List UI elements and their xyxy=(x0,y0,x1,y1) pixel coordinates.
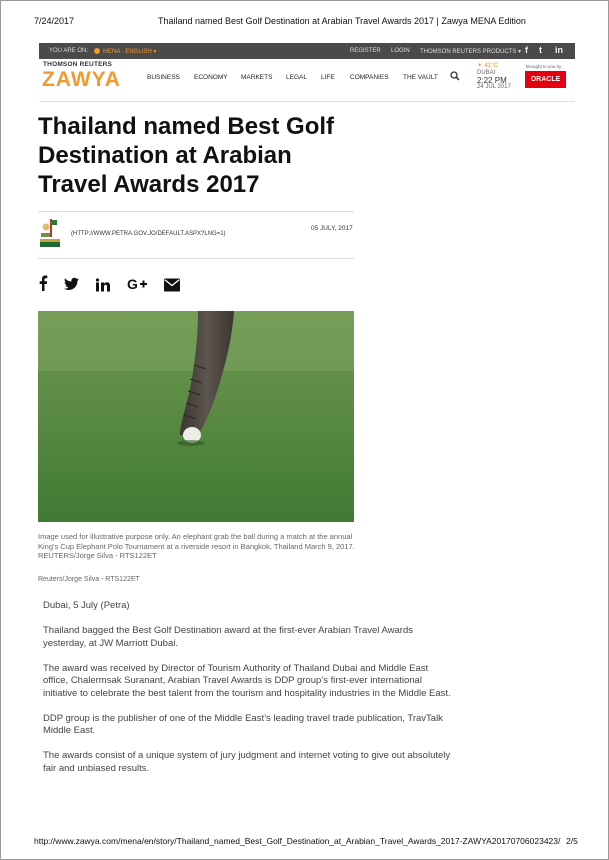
top-utility-bar xyxy=(39,43,575,59)
you-are-on-label: YOU ARE ON: xyxy=(49,48,89,54)
products-menu[interactable]: THOMSON REUTERS PRODUCTS ▾ xyxy=(420,49,522,55)
email-icon[interactable] xyxy=(164,277,180,293)
nav-markets[interactable]: MARKETS xyxy=(241,74,273,81)
article-paragraph: Thailand bagged the Best Golf Destination award at the first-ever Arabian Travel Awards yesterday, at JW Marriott Dubai. xyxy=(43,625,414,649)
publisher-label: THOMSON REUTERS xyxy=(43,61,113,68)
weather-widget xyxy=(477,63,511,91)
print-title: Thailand named Best Golf Destination at Arabian Travel Awards 2017 | Zawya MENA Edition xyxy=(158,16,526,26)
globe-icon xyxy=(94,48,100,54)
nav-companies[interactable]: COMPANIES xyxy=(350,74,389,81)
nav-legal[interactable]: LEGAL xyxy=(286,74,307,81)
edition-label: MENA - ENGLISH ▾ xyxy=(103,49,157,55)
weather-city: DUBAI xyxy=(477,70,496,76)
print-url: http://www.zawya.com/mena/en/story/Thailand_named_Best_Golf_Destination_at_Arabian_Travel_Awards_2017-ZAWYA20170706023423/ xyxy=(34,836,561,846)
nav-life[interactable]: LIFE xyxy=(321,74,335,81)
article-paragraph: The award was received by Director of Tourism Authority of Thailand Dubai and Middle East office, Chalermsak Suranant, Arabian Travel Awards is DDP group’s first-ever international initiative to celebrate the best talent from the tourism and hospitality industries in the Middle East. xyxy=(43,662,451,699)
article-body xyxy=(43,600,453,788)
svg-text:G: G xyxy=(127,276,138,292)
source-link[interactable]: (HTTP://WWW.PETRA.GOV.JO/DEFAULT.ASPX?LNG=1) xyxy=(71,231,226,237)
sponsor-label: Brought to you by xyxy=(526,64,562,69)
petra-source-logo[interactable] xyxy=(38,216,62,250)
twitter-icon[interactable]: t xyxy=(539,45,542,55)
divider xyxy=(38,258,354,259)
article-paragraph: Dubai, 5 July (Petra) xyxy=(43,600,130,611)
divider xyxy=(38,211,354,212)
image-caption: Image used for illustrative purpose only. An elephant grab the ball during a match at the annual King's Cup Elephant Polo Tournament at a riverside resort in Bangkok, Thailand March 9, 2017. REUTERS/Jorge Silva - RTS122ET xyxy=(38,532,355,560)
facebook-icon[interactable]: f xyxy=(525,45,528,55)
search-icon[interactable] xyxy=(450,71,460,81)
local-time: 2:22 PM xyxy=(477,76,507,85)
register-link[interactable]: REGISTER xyxy=(350,48,381,54)
twitter-icon[interactable] xyxy=(64,276,79,292)
image-credit: Reuters/Jorge Silva - RTS122ET xyxy=(38,576,140,583)
nav-the-vault[interactable]: THE VAULT xyxy=(403,74,438,81)
publish-date: 05 JULY, 2017 xyxy=(311,225,353,232)
local-date: 24 JUL 2017 xyxy=(477,84,511,90)
linkedin-icon[interactable]: in xyxy=(555,45,563,55)
article-headline: Thailand named Best Golf Destination at Arabian Travel Awards 2017 xyxy=(38,113,335,198)
print-page-number: 2/5 xyxy=(566,836,578,846)
google-plus-icon[interactable] xyxy=(127,276,148,292)
article-paragraph: The awards consist of a unique system of jury judgment and internet voting to give out absolutely fair and unbiased results. xyxy=(43,750,451,774)
main-navigation xyxy=(39,59,575,102)
article-paragraph: DDP group is the publisher of one of the Middle East’s leading travel trade publication, TravTalk Middle East. xyxy=(43,712,443,736)
sun-icon: ☀ xyxy=(477,63,483,69)
temperature: 41°C xyxy=(484,63,498,69)
nav-business[interactable]: BUSINESS xyxy=(147,74,180,81)
oracle-sponsor-logo[interactable]: ORACLE xyxy=(525,71,566,88)
nav-economy[interactable]: ECONOMY xyxy=(194,74,228,81)
edition-selector[interactable] xyxy=(94,48,156,55)
login-link[interactable]: LOGIN xyxy=(391,48,410,54)
linkedin-icon[interactable] xyxy=(96,277,110,293)
print-date: 7/24/2017 xyxy=(34,16,75,26)
article-hero-image xyxy=(38,311,354,522)
facebook-icon[interactable] xyxy=(38,275,48,291)
site-logo[interactable]: ZAWYA xyxy=(42,68,121,91)
